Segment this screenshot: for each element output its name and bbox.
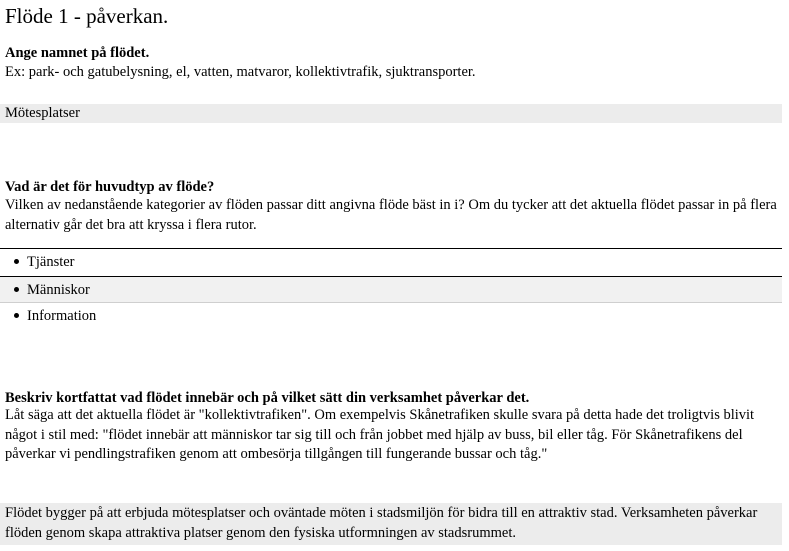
flow-type-option-tjanster[interactable] [0,249,782,276]
flow-type-options [0,248,782,330]
bullet-icon [14,313,19,318]
question-flow-description-heading: Beskriv kortfattat vad flödet innebär och på vilket sätt din verksamhet påverkar det. [5,390,530,406]
flow-type-option-label: Människor [27,282,90,298]
bullet-icon [14,287,19,292]
flow-description-answer[interactable]: Flödet bygger på att erbjuda mötesplatser och oväntade möten i stadsmiljön för bidra till en attraktiv stad. Verksamheten påverkar flöden genom skapa attraktiva platser genom den fysiska utformningen av stadsrummet. [0,503,782,545]
flow-type-option-label: Tjänster [27,254,75,270]
question-flow-name-heading: Ange namnet på flödet. [5,45,150,61]
question-flow-type-heading: Vad är det för huvudtyp av flöde? [5,179,215,195]
page-title: Flöde 1 - påverkan. [5,4,169,28]
bullet-icon [14,259,19,264]
question-flow-name-help: Ex: park- och gatubelysning, el, vatten, matvaror, kollektivtrafik, sjuktransporter. [5,64,476,80]
flow-name-answer[interactable]: Mötesplatser [0,104,782,123]
question-flow-description-help: Låt säga att det aktuella flödet är "kollektivtrafiken". Om exempelvis Skånetrafiken skulle svara på detta hade det troligtvis blivit något i stil med: "flödet innebär att människor tar sig till och från jobbet med hjälp av buss, bil eller tåg. För Skånetrafikens del påverkar vi pendlingstrafiken genom att ombesörja tillgången till fungerande bussar och tåg." [5,407,755,462]
flow-type-option-label: Information [27,308,97,324]
flow-type-option-manniskor[interactable] [0,276,782,303]
question-flow-type-help: Vilken av nedanstående kategorier av flöden passar ditt angivna flöde bäst in i? Om du tycker att det aktuella flödet passar in på flera alternativ går det bra att kryssa i flera rutor. [5,197,777,233]
flow-type-option-information[interactable] [0,303,782,330]
